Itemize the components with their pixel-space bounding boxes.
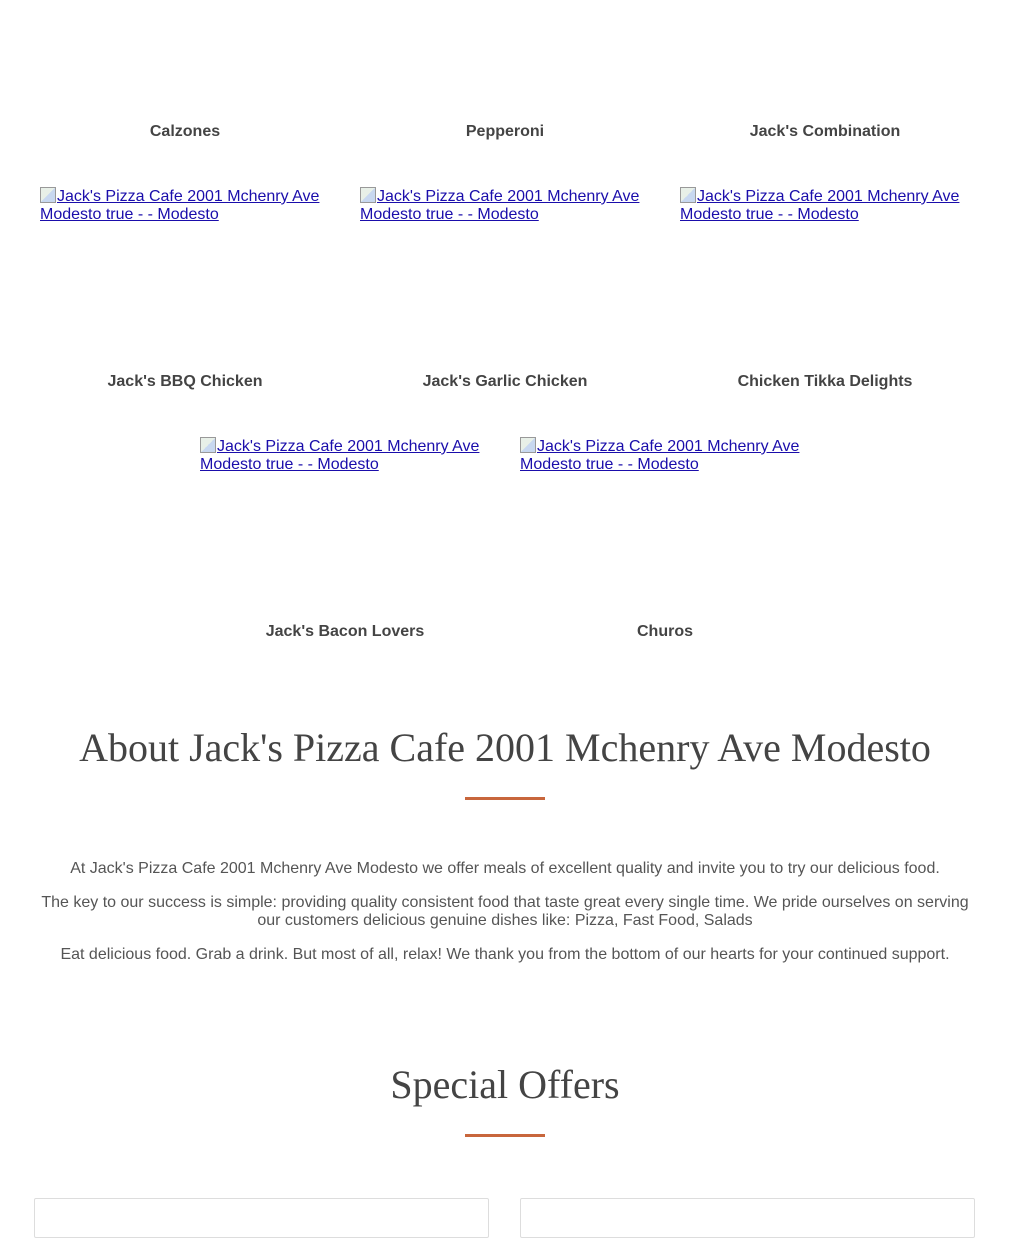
menu-item-image-link[interactable] bbox=[200, 437, 490, 597]
menu-item-name: Pepperoni bbox=[465, 123, 545, 140]
menu-item[interactable] bbox=[360, 187, 650, 390]
about-divider bbox=[465, 797, 545, 800]
menu-item-image-link[interactable] bbox=[360, 187, 650, 347]
special-offers-divider bbox=[465, 1134, 545, 1137]
about-paragraph: At Jack's Pizza Cafe 2001 Mchenry Ave Modesto we offer meals of excellent quality and invite you to try our delicious food. bbox=[70, 860, 940, 877]
broken-image-icon bbox=[360, 187, 376, 203]
menu-item-name: Jack's BBQ Chicken bbox=[107, 373, 263, 390]
image-alt-text: Jack's Pizza Cafe 2001 Mchenry Ave Modesto true - - Modesto bbox=[520, 438, 800, 473]
image-alt-text: Jack's Pizza Cafe 2001 Mchenry Ave Modesto true - - Modesto bbox=[680, 188, 960, 223]
menu-item-name: Jack's Garlic Chicken bbox=[422, 373, 588, 390]
menu-item-image-link[interactable] bbox=[680, 187, 970, 347]
special-offers-title: Special Offers bbox=[390, 1062, 620, 1107]
menu-item-name: Churos bbox=[637, 623, 693, 640]
menu-item-name: Calzones bbox=[149, 123, 221, 140]
menu-item-name: Jack's Combination bbox=[749, 123, 901, 140]
broken-image-icon bbox=[680, 187, 696, 203]
image-alt-text: Jack's Pizza Cafe 2001 Mchenry Ave Modesto true - - Modesto bbox=[200, 438, 480, 473]
menu-item-image-link[interactable] bbox=[40, 187, 330, 347]
menu-item-image-link[interactable] bbox=[520, 437, 810, 597]
broken-image-icon bbox=[520, 437, 536, 453]
menu-item-name: Chicken Tikka Delights bbox=[737, 373, 913, 390]
broken-image-icon bbox=[40, 187, 56, 203]
image-alt-text: Jack's Pizza Cafe 2001 Mchenry Ave Modesto true - - Modesto bbox=[40, 188, 320, 223]
menu-item[interactable] bbox=[520, 437, 810, 640]
about-paragraph: Eat delicious food. Grab a drink. But most of all, relax! We thank you from the bottom of our hearts for your continued support. bbox=[60, 946, 950, 963]
offer-card[interactable] bbox=[34, 1198, 489, 1238]
menu-item[interactable] bbox=[40, 187, 330, 390]
image-alt-text: Jack's Pizza Cafe 2001 Mchenry Ave Modesto true - - Modesto bbox=[360, 188, 640, 223]
menu-item[interactable] bbox=[200, 437, 490, 640]
offer-card[interactable] bbox=[520, 1198, 975, 1238]
broken-image-icon bbox=[200, 437, 216, 453]
menu-item[interactable] bbox=[680, 187, 970, 390]
about-title: About Jack's Pizza Cafe 2001 Mchenry Ave Modesto bbox=[79, 725, 931, 770]
about-paragraph: The key to our success is simple: providing quality consistent food that taste great every single time. We pride ourselves on serving our customers delicious genuine dishes like: Pizza, Fast Food, Salads bbox=[41, 894, 969, 929]
menu-item-name: Jack's Bacon Lovers bbox=[265, 623, 425, 640]
